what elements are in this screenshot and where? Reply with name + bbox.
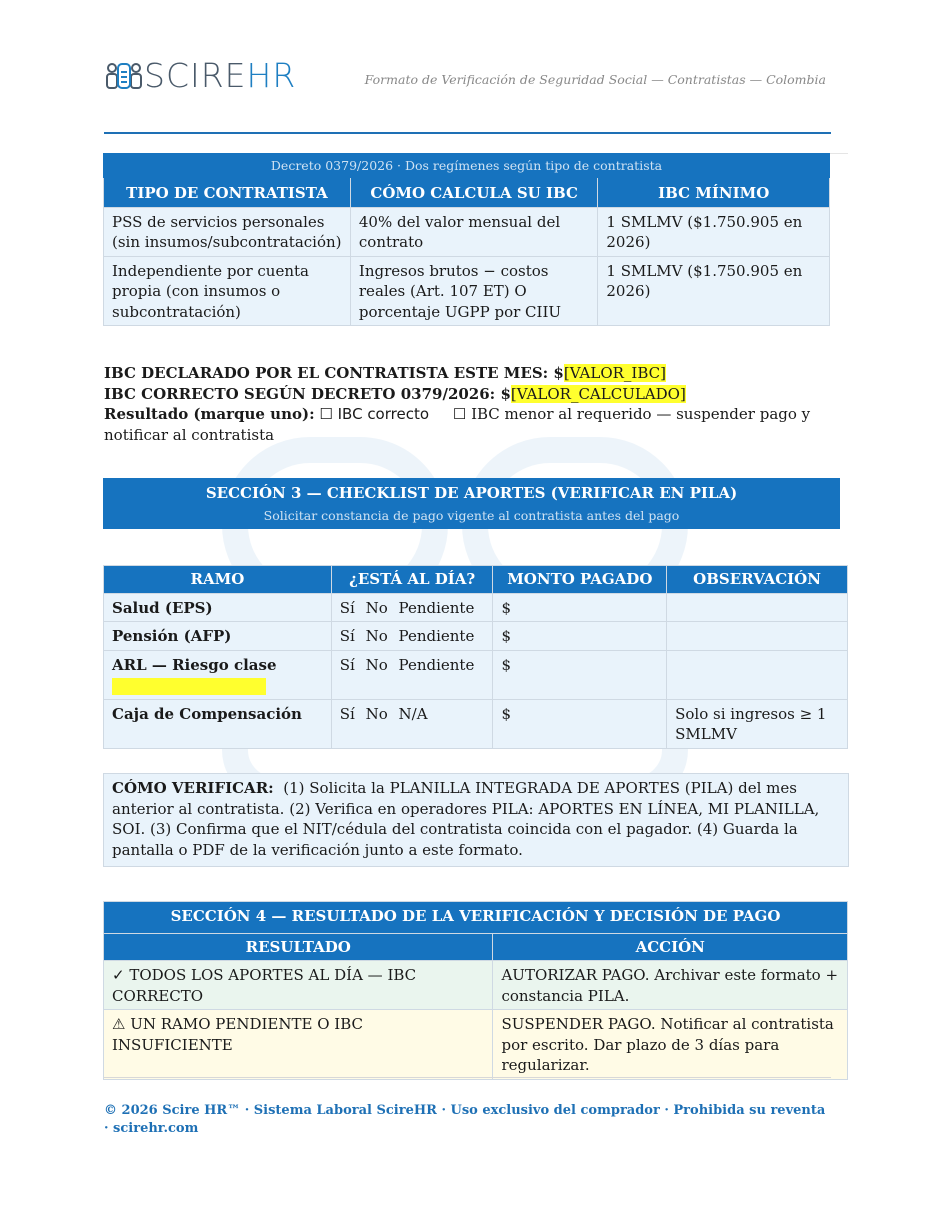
section3-title: SECCIÓN 3 — CHECKLIST DE APORTES (VERIFICAR EN PILA)	[205, 484, 738, 502]
status-options[interactable]: Sí No Pendiente	[331, 622, 493, 651]
ibc-declared-label: IBC DECLARADO POR EL CONTRATISTA ESTE MES: $	[104, 364, 564, 382]
result-warning: ⚠ UN RAMO PENDIENTE O IBC INSUFICIENTE	[104, 1010, 493, 1080]
table-row	[104, 593, 848, 622]
ibc-calculated-field[interactable]: [VALOR_CALCULADO]	[510, 384, 686, 403]
status-options[interactable]: Sí No Pendiente	[331, 593, 493, 622]
col-header-tipo: TIPO DE CONTRATISTA	[104, 178, 351, 208]
table-row	[104, 207, 830, 256]
result-label: Resultado (marque uno):	[104, 405, 315, 423]
table-row	[104, 650, 848, 699]
footer-text: © 2026 Scire HR™ · Sistema Laboral ScireHR · Uso exclusivo del comprador · Prohibida su reventa · scirehr.com	[104, 1103, 826, 1136]
footer-divider	[104, 1077, 831, 1078]
table-cell: 40% del valor mensual del contrato	[350, 207, 598, 256]
monto-field[interactable]: $	[493, 650, 667, 699]
col-header-ibc-minimo: IBC MÍNIMO	[598, 178, 830, 208]
table-caption: Decreto 0379/2026 · Dos regímenes según tipo de contratista	[104, 154, 830, 178]
howto-text: (1) Solicita la PLANILLA INTEGRADA DE APORTES (PILA) del mes anterior al contratista. (2) Verifica en operadores PILA: APORTES EN LÍNEA, MI PLANILLA, SOI. (3) Confirma que el NIT/cédula del contratista coincida con el pagador. (4) Guarda la pantalla o PDF de la verificación junto a este formato.	[112, 779, 820, 859]
observacion-field[interactable]	[667, 650, 848, 699]
col-header-calculo: CÓMO CALCULA SU IBC	[350, 178, 598, 208]
scire-logo-icon	[106, 60, 142, 92]
ramo-label: Salud (EPS)	[112, 598, 213, 617]
result-ok: ✓ TODOS LOS APORTES AL DÍA — IBC CORRECTO	[104, 961, 493, 1010]
table-row	[104, 961, 848, 1010]
section3-subtitle: Solicitar constancia de pago vigente al contratista antes del pago	[263, 508, 680, 523]
observacion-field[interactable]: Solo si ingresos ≥ 1 SMLMV	[667, 699, 848, 748]
table-row	[104, 622, 848, 651]
howto-label: CÓMO VERIFICAR:	[112, 779, 274, 797]
col-header-ramo: RAMO	[104, 566, 332, 594]
option-ibc-correct[interactable]: ☐ IBC correcto	[319, 405, 430, 423]
option-ibc-insufficient[interactable]: ☐ IBC menor al requerido — suspender pago y notificar al contratista	[104, 405, 811, 444]
ibc-correct-label: IBC CORRECTO SEGÚN DECRETO 0379/2026: $	[104, 384, 511, 403]
monto-field[interactable]: $	[493, 699, 667, 748]
table-row	[104, 256, 830, 326]
table-cell: 1 SMLMV ($1.750.905 en 2026)	[598, 207, 830, 256]
aportes-checklist-table	[103, 565, 848, 749]
section3-banner	[103, 478, 840, 529]
table-row	[104, 1010, 848, 1080]
ibc-check-block	[104, 363, 839, 445]
document-title: Formato de Verificación de Seguridad Social — Contratistas — Colombia	[364, 72, 826, 87]
monto-field[interactable]: $	[493, 593, 667, 622]
ramo-label: Caja de Compensación	[112, 704, 302, 723]
observacion-field[interactable]	[667, 593, 848, 622]
section4-title: SECCIÓN 4 — RESULTADO DE LA VERIFICACIÓN Y DECISIÓN DE PAGO	[104, 902, 848, 934]
col-header-accion: ACCIÓN	[493, 933, 848, 961]
col-header-resultado: RESULTADO	[104, 933, 493, 961]
risk-class-field[interactable]	[112, 678, 266, 695]
status-options[interactable]: Sí No N/A	[331, 699, 493, 748]
header-divider	[104, 132, 831, 134]
col-header-monto: MONTO PAGADO	[493, 566, 667, 594]
ramo-label: ARL — Riesgo clase	[112, 655, 277, 674]
result-decision-table	[103, 901, 848, 1080]
observacion-field[interactable]	[667, 622, 848, 651]
logo	[106, 58, 296, 94]
col-header-observacion: OBSERVACIÓN	[667, 566, 848, 594]
howto-box	[103, 773, 849, 867]
action-warning: SUSPENDER PAGO. Notificar al contratista por escrito. Dar plazo de 3 días para regularizar.	[493, 1010, 848, 1080]
status-options[interactable]: Sí No Pendiente	[331, 650, 493, 699]
table-cell: Ingresos brutos − costos reales (Art. 107 ET) O porcentaje UGPP por CIIU	[350, 256, 598, 326]
col-header-al-dia: ¿ESTÁ AL DÍA?	[331, 566, 493, 594]
table-cell: 1 SMLMV ($1.750.905 en 2026)	[598, 256, 830, 326]
action-ok: AUTORIZAR PAGO. Archivar este formato + constancia PILA.	[493, 961, 848, 1010]
table-cell: PSS de servicios personales (sin insumos/subcontratación)	[104, 207, 351, 256]
ramo-label: Pensión (AFP)	[112, 627, 232, 645]
table-row	[104, 699, 848, 748]
table-cell: Independiente por cuenta propia (con insumos o subcontratación)	[104, 256, 351, 326]
logo-text-hr: HR	[246, 56, 297, 95]
ibc-declared-field[interactable]: [VALOR_IBC]	[563, 364, 666, 382]
ibc-regimes-table	[103, 153, 830, 326]
monto-field[interactable]: $	[493, 622, 667, 651]
logo-text-scire: SCIRE	[144, 56, 247, 95]
